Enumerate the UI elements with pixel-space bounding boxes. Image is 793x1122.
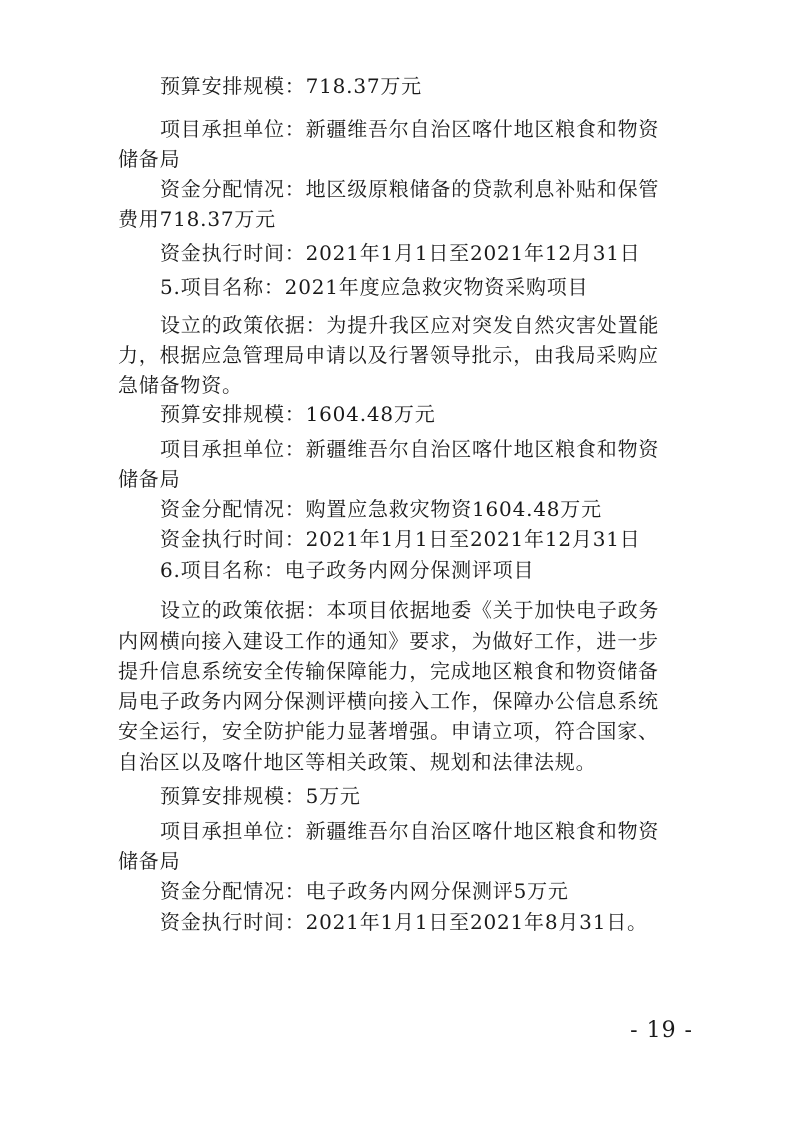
fund-allocation-line: 资金分配情况：购置应急救灾物资1604.48万元 xyxy=(160,497,602,521)
policy-basis-line-cont: 急储备物资。 xyxy=(118,373,243,397)
undertaking-unit-line: 项目承担单位：新疆维吾尔自治区喀什地区粮食和物资 xyxy=(160,117,660,141)
undertaking-unit-line: 项目承担单位：新疆维吾尔自治区喀什地区粮食和物资 xyxy=(160,437,660,461)
policy-basis-line: 设立的政策依据：本项目依据地委《关于加快电子政务 xyxy=(160,598,660,622)
execution-time-line: 资金执行时间：2021年1月1日至2021年8月31日。 xyxy=(160,910,648,934)
policy-basis-line-cont: 自治区以及喀什地区等相关政策、规划和法律法规。 xyxy=(118,750,597,774)
page-number: - 19 - xyxy=(630,1018,693,1043)
policy-basis-line-cont: 力，根据应急管理局申请以及行署领导批示，由我局采购应 xyxy=(118,343,659,367)
undertaking-unit-line-cont: 储备局 xyxy=(118,849,181,873)
undertaking-unit-line-cont: 储备局 xyxy=(118,467,181,491)
policy-basis-line-cont: 局电子政务内网分保测评横向接入工作，保障办公信息系统 xyxy=(118,689,659,713)
budget-scale-line: 预算安排规模：5万元 xyxy=(160,784,361,808)
policy-basis-line-cont: 安全运行，安全防护能力显著增强。申请立项，符合国家、 xyxy=(118,719,659,743)
execution-time-line: 资金执行时间：2021年1月1日至2021年12月31日 xyxy=(160,241,641,265)
execution-time-line: 资金执行时间：2021年1月1日至2021年12月31日 xyxy=(160,527,641,551)
policy-basis-line-cont: 提升信息系统安全传输保障能力，完成地区粮食和物资储备 xyxy=(118,659,659,683)
policy-basis-line: 设立的政策依据：为提升我区应对突发自然灾害处置能 xyxy=(160,313,660,337)
budget-scale-line: 预算安排规模：1604.48万元 xyxy=(160,402,436,426)
policy-basis-line-cont: 内网横向接入建设工作的通知》要求，为做好工作，进一步 xyxy=(118,629,659,653)
fund-allocation-line: 资金分配情况：电子政务内网分保测评5万元 xyxy=(160,879,569,903)
project-5-title: 5.项目名称：2021年度应急救灾物资采购项目 xyxy=(160,275,589,299)
undertaking-unit-line: 项目承担单位：新疆维吾尔自治区喀什地区粮食和物资 xyxy=(160,819,660,843)
undertaking-unit-line-cont: 储备局 xyxy=(118,147,181,171)
project-6-title: 6.项目名称：电子政务内网分保测评项目 xyxy=(160,558,535,582)
fund-allocation-line: 资金分配情况：地区级原粮储备的贷款利息补贴和保管 xyxy=(160,177,660,201)
fund-allocation-line-cont: 费用718.37万元 xyxy=(118,207,276,231)
budget-scale-line: 预算安排规模：718.37万元 xyxy=(160,74,422,98)
